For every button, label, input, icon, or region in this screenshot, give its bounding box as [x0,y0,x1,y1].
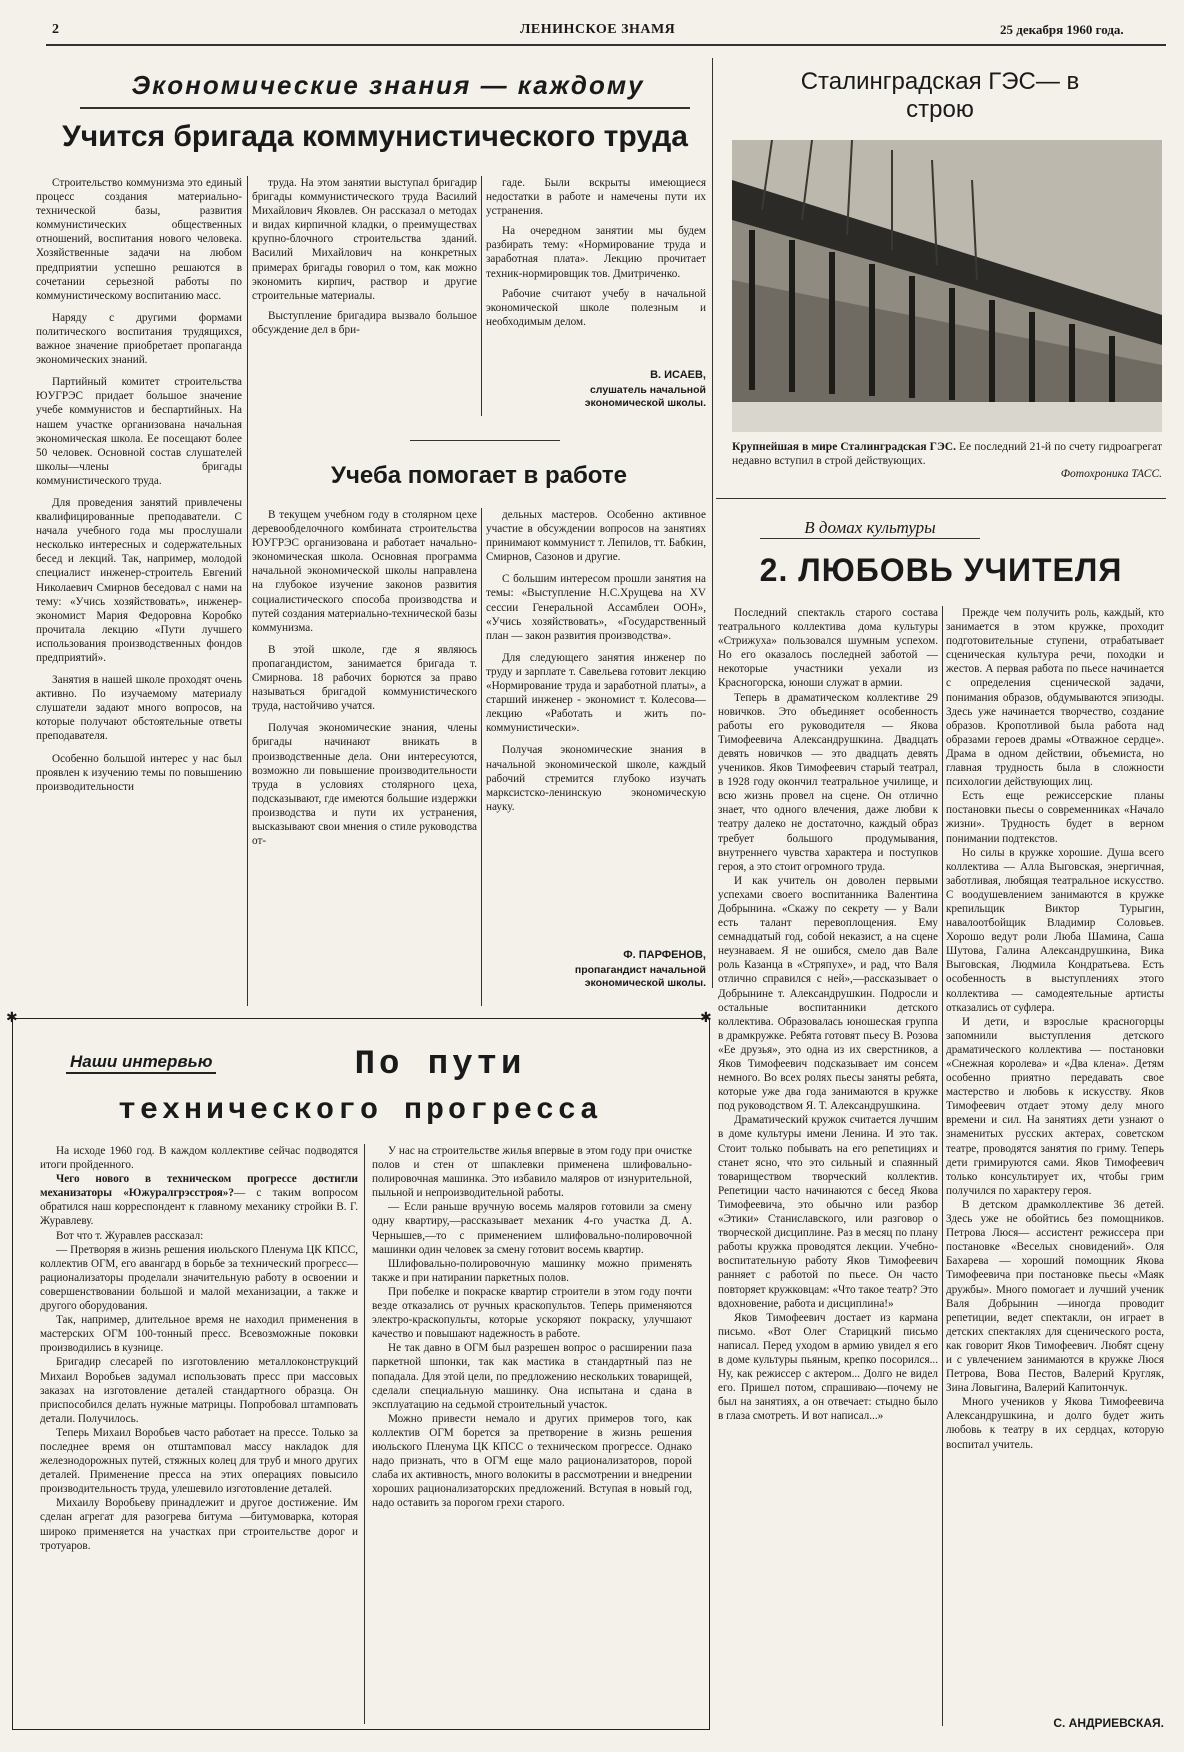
paragraph: Особенно большой интерес у нас был проявлен к изучению темы по повышению производительности [36,752,242,793]
box-star: ✱ [6,1011,18,1026]
paragraph: Партийный комитет строительства ЮУГРЭС придает большое значение учебе коммунистов и беспартийных. На нашем участке организована начальная экономическая школа. Ее посещают более 50 человек. Основной состав слушателей школы—члены бригады коммунистического труда. [36,376,242,487]
kicker-underline [80,107,690,109]
article1-signature: В. ИСАЕВ, [650,369,706,381]
interview-headline-1: По пути [354,1046,526,1084]
interview-kicker: Наши интервью [66,1052,216,1074]
paragraph: Для следующего занятия инженер по труду и зарплате т. Савельева готовит лекцию «Нормирование труда и заработной платы», а старший инженер - экономист т. Колесова—лекцию «Работать и жить по-коммунистически». [486,651,706,735]
article1-col3 [486,176,706,376]
paragraph: В текущем учебном году в столярном цехе деревообделочного комбината строительства ЮУГРЭС организована и работает начально-экономическая школа. Основная программа начальной экономической школы направлена на глубокое изучение законов развития социалистического способа производства и путей создания материально-технической базы коммунизма. [252,509,477,634]
paragraph: При побелке и покраске квартир строители в этом году почти везде отказались от ручных краскопультов. Теперь применяются электро-краскопульты, которые ускоряют покраску, улучшают качество и повышают надежность в работе. [372,1285,692,1341]
paragraph: Строительство коммунизма это единый процесс создания материально-технической базы, развития коммунистических общественных отношений, воспитания нового человека. Хозяйственные задачи на любом предприятии успешно решаются в сочетании серьезной работы по коммунистическому воспитанию масс. [36,177,242,302]
paragraph: Бригадир слесарей по изготовлению металлоконструкций Михаил Воробьев задумал использовать пресс при массовых заказах на изготовление деталей стандартного образца. Он приспособился делать нужные матрицы. Попробовал штамповать детали. Получилось. [40,1356,358,1425]
column-rule [942,606,943,1726]
paragraph: Вот что т. Журавлев рассказал: [56,1229,204,1242]
interview-col2 [372,1144,692,1726]
column-rule [481,176,482,416]
paragraph: И дети, и взрослые красногорцы запомнили выступления детского драматического коллектива — постановки «Снежная королева» и «Два клена». Детям особенно приятно передавать свое мастерство и любовь к искусству. Яков Тимофеевич отдает этому делу много времени и сил. На занятиях дети узнают о знаменитых русских актерах, советском театре, проводятся занятия по гриму. Теперь дети гримируются сами. Яков Тимофеевич только консультирует их, чтобы грим получился по характеру героя. [946,1015,1164,1197]
paragraph: Для проведения занятий привлечены квалифицированные преподаватели. С начала учебного года мы прослушали несколько интересных и содержательных бесед и лекций. Так, например, молодой специалист инженер-строитель Евгений Николаевич Смирнов беседовал с нами на тему: «Учись хозяйствовать», инженер-экономист Мария Федоровна Коробко прочитала лекцию «Пути лучшего использования производственных фондов предприятий». [36,496,242,664]
article1-signature-note: слушатель начальной экономической школы. [584,384,706,409]
caption-text: Ее последний 21-й по счету гидроагрегат недавно вступил в строй действующих. [732,441,1163,467]
paragraph: В детском драмколлективе 36 детей. Здесь уже не обойтись без помощников. Петрова Люся— ассистент режиссера при постановке «Веселых сновидений». Оля Бахарева — хороший помощник Якова Тимофеевича при постановке пьесы «Маяк дружбы». Много помогает и лучший ученик Валя Добрынин —иногда проводит репетиции, ведет спектакли, он играет в детских спектаклях для сценического роста, как говорит Яков Тимофеевич. Любят сцену и с увлечением занимаются в кружке Люся Петрова, Вова Пестов, Валерий Кругляк, Зина Ловыгина, Валерий Капитончук. [946,1198,1164,1395]
dam-photo-illustration [732,140,1162,432]
paragraph: Наряду с другими формами политического воспитания трудящихся, важное значение приобретает пропаганда экономических знаний. [36,311,242,367]
dam-photo [732,140,1162,432]
masthead-rule [46,44,1166,46]
article2-signature: Ф. ПАРФЕНОВ, [623,949,706,961]
paragraph: Не так давно в ОГМ был разрешен вопрос о расширении паза паркетной шпонки, так как мастика в стандартный паз не попадала. Для этой цели, по предложению нескольких товарищей, сделали специальную машинку. Она испытана и сдана в эксплуатацию на седьмой строительный участок. [372,1342,692,1411]
article1-headline: Учится бригада коммунистического труда [62,120,688,153]
paper-name: ЛЕНИНСКОЕ ЗНАМЯ [520,22,676,37]
paragraph: Много учеников у Якова Тимофеевича Александрушкина, и долго будет жить любовь к театру в их сердцах, которую воспитал учитель. [946,1396,1164,1451]
article2-headline: Учеба помогает в работе [331,462,627,489]
culture-kicker: В домах культуры [760,518,980,539]
paragraph: С большим интересом прошли занятия на темы: «Выступление Н.С.Хрущева на XV сессии Генеральной Ассамблеи ООН», «Учись хозяйствовать», «Государственный план — закон развития производства». [486,573,706,642]
paragraph: Рабочие считают учебу в начальной экономической школе полезным и необходимым делом. [486,287,706,328]
culture-col1 [718,606,938,1732]
paragraph: И как учитель он доволен первыми успехами своего воспитанника Валентина Добрынина. «Скажу по секрету — у Вали есть талант перевоплощения. Ему семнадцатый год, собой неказист, а на сцене неузнаваем. Я не ошибся, смело дав Вале роль Казанца в «Стряпухе», и рад, что Валя отлично справился с ней»,—рассказывает о Добрынине т. Александрушкин. Подросли и остальные воспитанники детского коллектива. Образовалась юношеская группа в драмкружке. Ребята готовят пьесу В. Розова «Ее друзья», это одна из их сверстников, а Яков Тимофеевич подсказывает им сонсем немного. Во всех ролях пьесы заняты ребята, которые уже два года занимаются в кружке под руководством Я. Т. Александрушкина. [718,874,938,1113]
separator [410,440,560,441]
paragraph: — Претворяя в жизнь решения июльского Пленума ЦК КПСС, коллектив ОГМ, его авангард в борьбе за технический прогресс—рационализаторы проделали значительную работу в освоении и совершенствовании большой и малой механизации, а также и другого оборудования. [40,1243,358,1313]
section-kicker: Экономические знания — каждому [131,70,645,100]
question-tail: — с таким вопросом обратился наш корреспондент к главному механику стройки В. Г. Журавлеву. [40,1187,358,1228]
paragraph: Теперь в драматическом коллективе 29 новичков. Это объединяет особенность работы его руководителя — Якова Тимофеевича Александрушкина. Двадцать девять новичков — это двадцать девять учеников. Яков Тимофеевич старый театрал, в 1928 году окончил театральное училище, и всю жизнь провел на сцене. Он отлично знает, что одного влечения, даже любви к театру далеко не достаточно, каждый образ требует большого продумывания, внутреннего чувства характера и поступков героя, а это стоит огромного труда. [718,691,938,873]
paragraph: Есть еще режиссерские планы постановки пьесы о современниках «Начало жизни». Трудность будет в верном понимании подтекстов. [946,790,1164,845]
paragraph: У нас на строительстве жилья впервые в этом году при очистке полов и стен от шпаклевки применена шлифовально-полировочная машинка. Это избавило маляров от изнурительной, пыльной и непроизводительной работы. [372,1145,692,1200]
paragraph: Последний спектакль старого состава театрального коллектива дома культуры «Стрижуха» пользовался шумным успехом. Но его оказалось последней заботой — некоторые участники уехали из Красногорска, юноши служат в армии. [718,607,938,690]
paragraph: Прежде чем получить роль, каждый, кто занимается в этом кружке, проходит подготовительные ступени, отрабатывает сценическая культура речи, походки и жестов. А первая работа по пьесе начинается с определения сценической задачи, понимания образов, обдумываются эпизоды. Здесь уже начинается творчество, создание образов. Кропотливой была работа над образами героев драмы «Отважное сердце». Драма в одном действии, объемиста, но главная трудность была в сложности психологии действующих лиц. [946,607,1164,789]
column-rule [247,176,248,1006]
article1-col2 [252,176,477,416]
paragraph: В этой школе, где я являюсь пропагандистом, занимается бригада т. Смирнова. 18 рабочих борются за право называться бригадой коммунистического труда, настойчиво учатся. [252,643,477,713]
article2-col2 [486,508,706,944]
photo-credit: Фотохроника ТАСС. [1060,468,1162,480]
paragraph: Так, например, длительное время не находил применения в мастерских ОГМ 100-тонный пресс. Всевозможные поковки производились в кузнице. [40,1314,358,1355]
article1-col1 [36,176,242,1006]
paragraph: Теперь Михаил Воробьев часто работает на прессе. Только за последнее время он отштамповал массу накладок для железнодорожных путей, стяжных колец для труб и много других деталей. Применение пресса на этих операциях повысило производительность труда, улешевило изготовление деталей. [40,1426,358,1496]
question: Чего нового в техническом прогрессе достигли механизаторы «Южуралгрэсстроя»? [40,1173,358,1200]
paragraph: Можно привести немало и других примеров того, как коллектив ОГМ борется за претворение в жизнь решения июльского Пленума ЦК КПСС о техническом прогрессе. Однако надо признать, что в ОГМ еще мало рационализаторов, порой слаба их активность, много волокиты в рассмотрении и внедрении хороших рационализаторских предложений. Вступая в новый год, надо оставить за порогом грехи старого. [372,1412,692,1510]
photo-headline: Сталинградская ГЭС— в строю [800,68,1080,123]
caption-lead: Крупнейшая в мире Сталинградская ГЭС. [732,441,956,453]
column-rule [364,1144,365,1724]
interview-col1 [40,1144,358,1726]
paragraph: Михаилу Воробьеву принадлежит и другое достижение. Им сделан агрегат для разогрева битума —битумоварка, которая широко применяется на участках при строительстве дорог и тротуаров. [40,1497,358,1552]
paragraph: Драматический кружок считается лучшим в доме культуры имени Ленина. И это так. Стоит только побывать на его репетициях и станет ясно, что это сильный и спаянный товариществом творческий коллектив. Репетиции часто начинаются с бесед Якова Тимофеевича, это обычно или разбор «Этики» Станиславского, или разговор о творческой дисциплине. Раз в месяц по плану работы кружка проводятся лекции. Учебно-воспитательную работу Яков Тимофеевич ранняет с работой по пьесе. Он часто повторяет кружковцам: «Что такое театр? Это вдохновение, работа и дисциплина!» [718,1114,938,1310]
paragraph: Выступление бригадира вызвало большое обсуждение дел в бри- [252,309,477,336]
paragraph: Яков Тимофеевич достает из кармана письмо. «Вот Олег Старицкий письмо написал. Перед уходом в армию увидел я его в доме культуры пьяным, крепко посорился... Ну, как режиссер с актером... Долго не видел его. Пришел потом, спрашиваю—почему не был на занятиях, а он отвечает: стыдно было в глаза смотреть. И вот написал...» [718,1311,938,1423]
paragraph: Но силы в кружке хорошие. Душа всего коллектива — Алла Выговская, энергичная, заботливая, любящая театральное искусство. С воодушевлением занимаются в кружке крепильщик Виктор Турыгин, навалоотбойщик Владимир Соловьев. Хорошо ведут роли Люба Шамина, Саша Шутова, Галина Александрушкина, Вика Выговская, Людмила Кондратьева. Есть особенность в выступлениях этого коллектива — самодеятельные артисты отказались от суфлера. [946,846,1164,1014]
column-divider [712,58,713,988]
paragraph: гаде. Были вскрыты имеющиеся недостатки в работе и намечены пути их устранения. [486,177,706,218]
separator [716,498,1166,499]
paragraph: труда. На этом занятии выступал бригадир бригады коммунистического труда Василий Михайлович Яковлев. Он рассказал о методах и видах кирпичной кладки, о преимуществах крупно-блочного строительства зданий. Василий Михайлович на конкретных примерах бригады говорил о том, как можно экономить кирпич, раствор и другие строительные материалы. [252,177,477,302]
culture-signature: С. АНДРИЕВСКАЯ. [1053,1716,1164,1730]
page-number: 2 [52,22,59,37]
paragraph: Занятия в нашей школе проходят очень активно. По изучаемому материалу слушатели задают много вопросов, на которые получают обстоятельные ответы преподавателя. [36,674,242,743]
paragraph: Шлифовально-полировочную машинку можно применять также и при натирании паркетных полов. [372,1257,692,1284]
paragraph: Получая экономические знания, члены бригады начинают вникать в производственные дела. Они интересуются, возможно ли повышение производительности труда в условиях столярного цеха, подсказывают, где имеются большие издержки производства и пути их устранения, высказывают свои мнения о стиле руководства от- [252,722,477,848]
paragraph: На исходе 1960 год. В каждом коллективе сейчас подводятся итоги пройденного. [40,1145,358,1172]
paragraph: — Если раньше вручную восемь маляров готовили за смену одну квартиру,—рассказывает механик 4-го участка Д. А. Чернышев,—то с применением шлифовально-полировочной машинки один человек за смену готовит восемь квартир. [372,1201,692,1256]
interview-headline-2: технического прогресса [117,1094,603,1128]
culture-col2 [946,606,1164,1714]
column-rule [481,508,482,1006]
photo-caption [732,440,1162,468]
issue-date: 25 декабря 1960 года. [1000,22,1124,37]
article2-col1 [252,508,477,1006]
paragraph: дельных мастеров. Особенно активное участие в обсуждении вопросов на занятиях принимают коммунист т. Лепилов, тт. Бабкин, Смирнов, Сазонов и другие. [486,509,706,564]
culture-headline: 2. ЛЮБОВЬ УЧИТЕЛЯ [759,552,1123,588]
paragraph [40,1172,358,1228]
paragraph: На очередном занятии мы будем разбирать тему: «Нормирование труда и заработная плата». Лекцию прочитает техник-нормировщик тов. Дмитриченко. [486,225,706,280]
box-star: ✱ [700,1011,712,1026]
paragraph: Получая экономические знания в начальной экономической школе, каждый рабочий стремится глубоко изучать марксистско-ленинскую экономическую науку. [486,744,706,813]
article2-signature-note: пропагандист начальной экономической школы. [574,964,706,989]
